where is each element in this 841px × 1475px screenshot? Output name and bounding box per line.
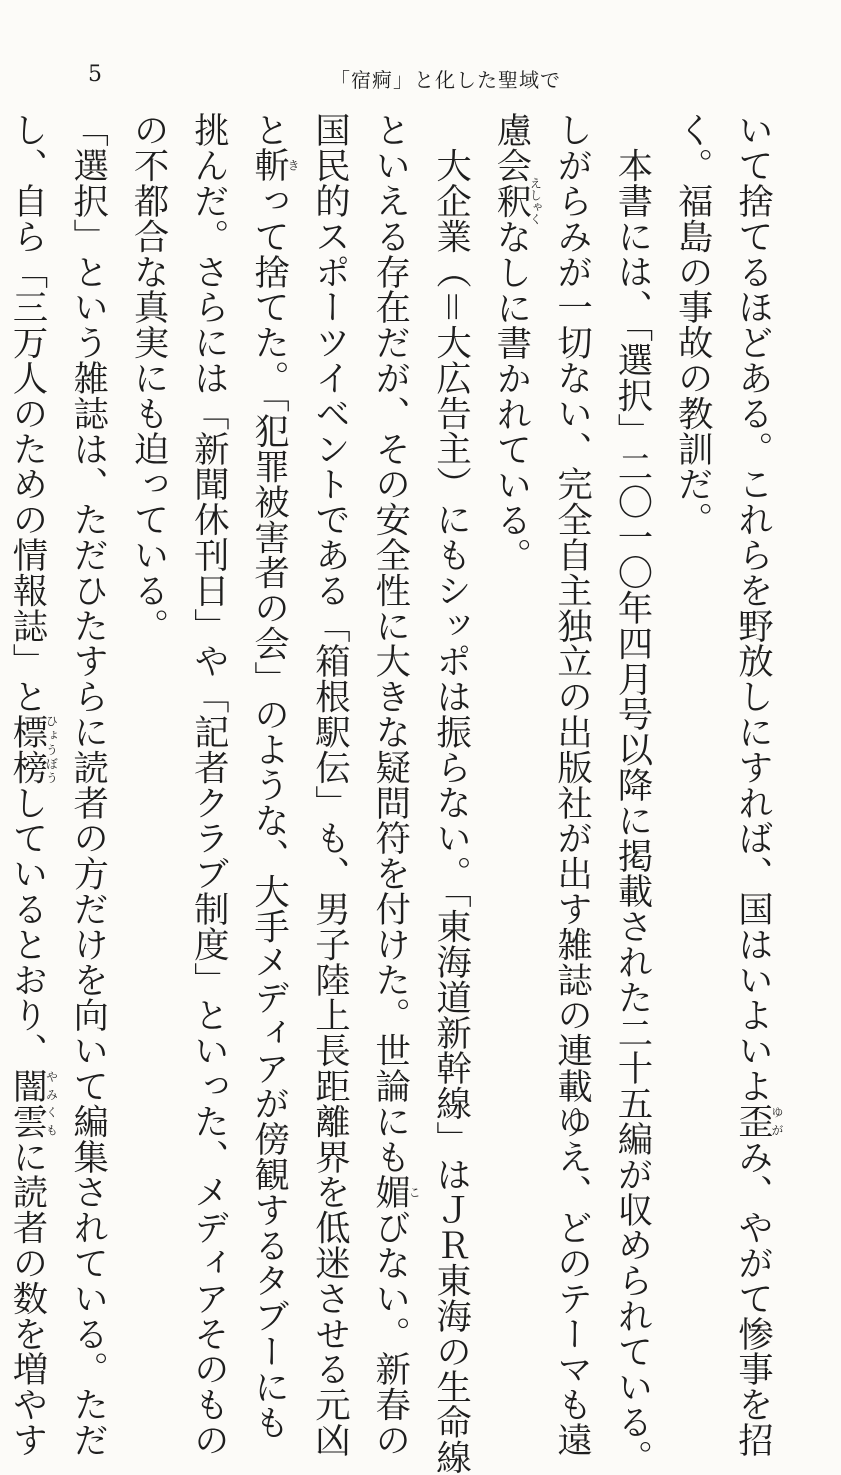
- ruby-text: 闇雲やみくも: [6, 1067, 59, 1139]
- ruby-text: 歪ゆが: [732, 1103, 784, 1139]
- text-line: いて捨てるほどある。これらを野放しにすれば、国はいよいよ歪ゆがみ、やがて惨事を招: [732, 112, 784, 1458]
- text-line: の不都合な真実にも迫っている。: [128, 112, 170, 643]
- page-number: 5: [88, 62, 102, 87]
- running-title: 「宿痾」と化した聖域で: [330, 68, 561, 92]
- ruby-text: 斬き: [248, 147, 301, 183]
- ruby-text: 釈えしゃく: [490, 176, 543, 225]
- text-line: しがらみが一切ない、完全自主独立の出版社が出す雑誌の連載ゆえ、どのテーマも遠: [551, 112, 593, 1458]
- text-line: 国民的スポーツイベントである「箱根駅伝」も、男子陸上長距離界を低迷させる元凶: [309, 112, 351, 1458]
- text-line: 「選択」という雑誌は、ただひたすらに読者の方だけを向いて編集されている。ただ: [67, 112, 109, 1458]
- page-header: [0, 62, 841, 94]
- ruby-text: 標榜ひょうぼう: [6, 713, 59, 785]
- text-line: と斬きって捨てた。「犯罪被害者の会」のような、大手メディアが傍観するタブーにも: [248, 112, 301, 1440]
- text-line: 本書には、「選択」二〇一〇年四月号以降に掲載された二十五編が収められている。: [611, 147, 653, 1475]
- text-line: といえる存在だが、その安全性に大きな疑問符を付けた。世論にも媚こびない。新春の: [369, 112, 422, 1458]
- text-line: 挑んだ。さらには「新聞休刊日」や「記者クラブ制度」といった、メディアそのもの: [188, 112, 230, 1458]
- text-line: く。福島の事故の教訓だ。: [672, 112, 714, 537]
- text-line: し、自ら「三万人のための情報誌」と標榜ひょうぼうしているとおり、闇雲やみくもに読者の数を増やす: [6, 112, 59, 1458]
- body-text: [6, 112, 784, 1475]
- text-line: 大企業（＝大広告主）にもシッポは振らない。「東海道新幹線」はＪＲ東海の生命線: [430, 147, 472, 1475]
- text-line: 慮会釈えしゃくなしに書かれている。: [490, 112, 543, 573]
- ruby-text: 媚こ: [369, 1174, 422, 1210]
